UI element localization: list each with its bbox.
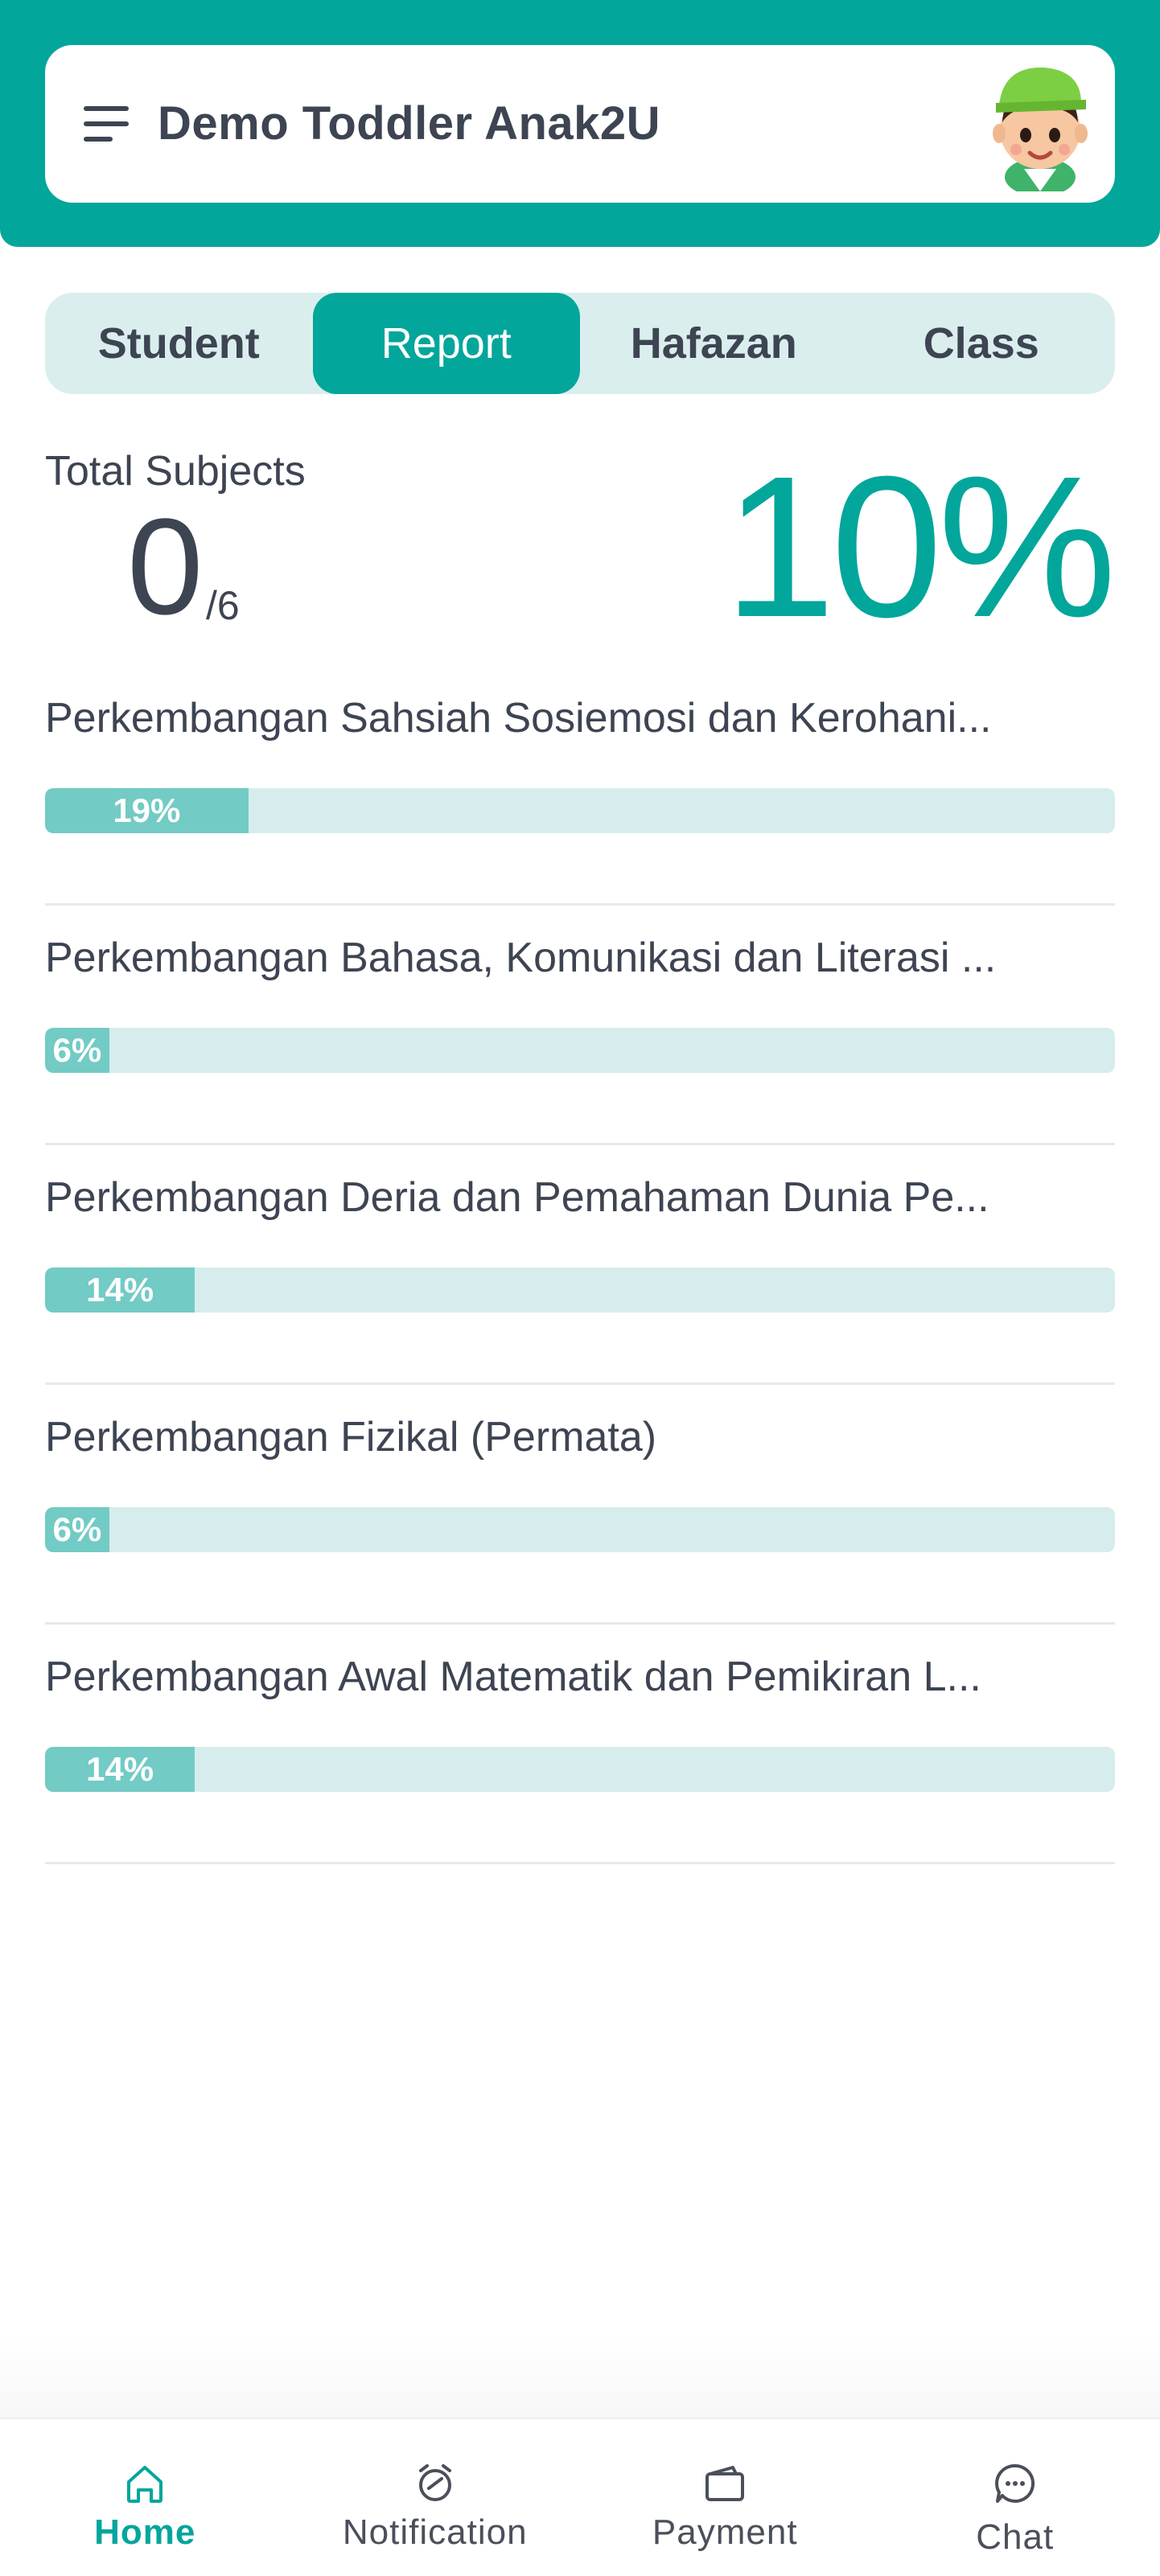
nav-home[interactable] (0, 2419, 290, 2576)
progress-fill (45, 1028, 109, 1073)
subject-item[interactable] (45, 906, 1115, 1145)
avatar[interactable] (980, 56, 1100, 191)
subject-list (45, 666, 1115, 1864)
progress-fill (45, 1507, 109, 1552)
nav-chat[interactable] (870, 2419, 1160, 2576)
bottom-nav (0, 2418, 1160, 2576)
tab-student[interactable]: Student (97, 319, 260, 368)
progress-fill (45, 1267, 195, 1313)
tab-report[interactable]: Report (313, 293, 581, 394)
progress-track (45, 1267, 1115, 1313)
progress-label: 14% (86, 1271, 154, 1309)
subject-item[interactable] (45, 1625, 1115, 1864)
tab-hafazan[interactable]: Hafazan (630, 319, 797, 368)
nav-shadow (0, 2332, 1160, 2421)
progress-track (45, 1747, 1115, 1792)
nav-payment[interactable] (580, 2419, 870, 2576)
nav-chat-label: Chat (976, 2517, 1055, 2557)
total-count: /6 (206, 583, 240, 628)
progress-track (45, 1507, 1115, 1552)
app-title: Demo Toddler Anak2U (158, 97, 661, 150)
subject-title: Perkembangan Fizikal (Permata) (45, 1414, 657, 1461)
home-icon (121, 2459, 169, 2508)
subject-item[interactable] (45, 1385, 1115, 1625)
subject-item[interactable] (45, 666, 1115, 906)
progress-label: 6% (52, 1031, 102, 1069)
progress-fill (45, 1747, 195, 1792)
app-bar (45, 45, 1115, 203)
total-subjects-label: Total Subjects (45, 448, 306, 495)
subject-title: Perkembangan Deria dan Pemahaman Dunia Pe... (45, 1174, 989, 1221)
chat-icon (991, 2459, 1039, 2508)
overall-percent: 10% (723, 434, 1112, 659)
nav-payment-label: Payment (652, 2512, 798, 2552)
progress-label: 6% (52, 1510, 102, 1548)
progress-track (45, 788, 1115, 833)
tab-bar (45, 293, 1115, 394)
progress-track (45, 1028, 1115, 1073)
nav-notification[interactable] (290, 2419, 581, 2576)
wallet-icon (701, 2459, 749, 2508)
completed-count: 0 (127, 491, 204, 643)
nav-notification-label: Notification (342, 2512, 528, 2552)
bell-icon (411, 2459, 459, 2508)
subject-item[interactable] (45, 1145, 1115, 1385)
tab-class[interactable]: Class (923, 319, 1039, 368)
progress-fill (45, 788, 249, 833)
subject-title: Perkembangan Awal Matematik dan Pemikiran L... (45, 1654, 981, 1700)
progress-label: 19% (113, 791, 181, 829)
progress-label: 14% (86, 1750, 154, 1788)
subject-title: Perkembangan Bahasa, Komunikasi dan Literasi ... (45, 935, 997, 981)
menu-icon[interactable] (84, 106, 129, 142)
nav-home-label: Home (94, 2512, 196, 2552)
subject-title: Perkembangan Sahsiah Sosiemosi dan Kerohani... (45, 695, 992, 742)
